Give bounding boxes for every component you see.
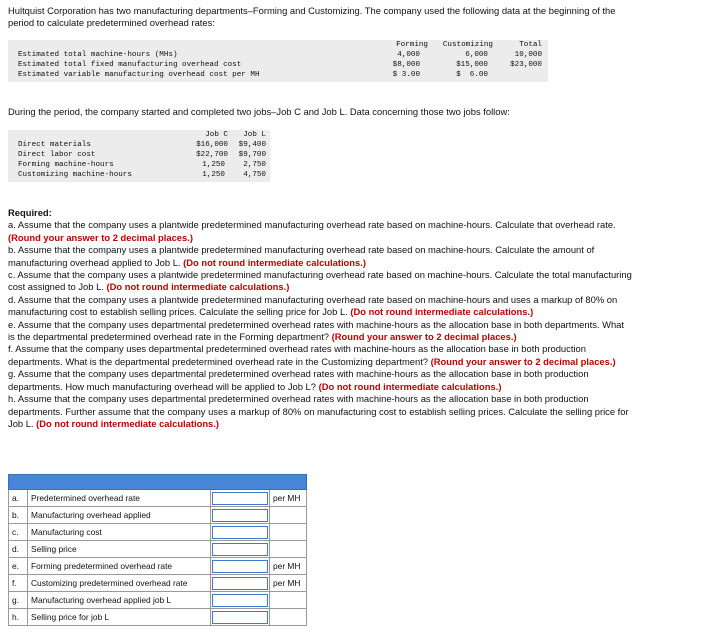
row-label: Customizing predetermined overhead rate: [28, 575, 211, 592]
item-text: h. Assume that the company uses departmental predetermined overhead rates with machine-hours as the allocation base in both production departments. Further assume that the company uses a markup of 80% on manufacturing cost to establish selling prices. Calculate the selling price for Job L.: [8, 393, 629, 429]
cell-value: $ 6.00: [456, 71, 488, 79]
cell-value: 4,750: [243, 171, 266, 179]
required-item-f: [8, 343, 633, 368]
row-letter: a.: [9, 490, 28, 507]
row-label: Selling price for job L: [28, 609, 211, 626]
answer-row-h: [9, 609, 307, 626]
row-unit: per MH: [270, 575, 307, 592]
required-item-c: [8, 269, 633, 294]
item-text: b. Assume that the company uses a plantwide predetermined manufacturing overhead rate based on machine-hours. Calculate the amount of manufacturing overhead applied to Job L.: [8, 244, 595, 268]
item-text: f. Assume that the company uses departmental predetermined overhead rates with machine-hours as the allocation base in both production departments. What is the departmental predetermined overhead rate in the Customizing department?: [8, 343, 586, 367]
row-unit: per MH: [270, 558, 307, 575]
row-label: Manufacturing overhead applied: [28, 507, 211, 524]
answer-table-header: [9, 475, 307, 490]
row-label: Estimated variable manufacturing overhead cost per MH: [18, 71, 260, 79]
cell-value: 6,000: [465, 51, 488, 59]
answer-input-a[interactable]: [212, 492, 268, 505]
answer-row-e: [9, 558, 307, 575]
cell-value: 1,250: [202, 161, 225, 169]
cell-value: $16,000: [196, 141, 228, 149]
item-note: (Do not round intermediate calculations.): [106, 281, 290, 293]
answer-row-a: [9, 490, 307, 507]
row-unit: [270, 524, 307, 541]
cell-value: 1,250: [202, 171, 225, 179]
required-item-a: [8, 219, 633, 244]
row-label: Selling price: [28, 541, 211, 558]
cell-value: $15,000: [456, 61, 488, 69]
answer-input-b[interactable]: [212, 509, 268, 522]
row-label: Direct materials: [18, 141, 91, 149]
answer-input-c[interactable]: [212, 526, 268, 539]
item-note: (Do not round intermediate calculations.): [36, 417, 219, 429]
answer-input-f[interactable]: [212, 577, 268, 590]
answer-row-b: [9, 507, 307, 524]
item-note: (Do not round intermediate calculations.): [318, 380, 502, 392]
row-label: Forming machine-hours: [18, 161, 114, 169]
item-text: c. Assume that the company uses a plantwide predetermined manufacturing overhead rate based on machine-hours. Calculate the total manufacturing cost assigned to Job L.: [8, 269, 632, 293]
answer-input-h[interactable]: [212, 611, 268, 624]
item-note: (Round your answer to 2 decimal places.): [430, 355, 616, 367]
row-label: Direct labor cost: [18, 151, 96, 159]
item-note: (Do not round intermediate calculations.): [183, 256, 366, 268]
overhead-data-table: [8, 40, 548, 82]
item-text: g. Assume that the company uses departmental predetermined overhead rates with machine-hours as the allocation base in both production departments. How much manufacturing overhead will be applied to Job L?: [8, 368, 589, 392]
required-item-d: [8, 294, 633, 319]
required-title: Required:: [8, 207, 52, 218]
cell-value: $9,400: [238, 141, 266, 149]
cell-value: $23,000: [510, 61, 542, 69]
required-section: [8, 207, 633, 430]
answer-row-d: [9, 541, 307, 558]
row-unit: [270, 541, 307, 558]
col-header-job-l: Job L: [243, 131, 266, 139]
answer-row-c: [9, 524, 307, 541]
answer-input-d[interactable]: [212, 543, 268, 556]
row-unit: [270, 507, 307, 524]
item-text: a. Assume that the company uses a plantwide predetermined manufacturing overhead rate based on machine-hours. Calculate that overhead rate.: [8, 219, 616, 231]
item-note: (Round your answer to 2 decimal places.): [331, 331, 517, 343]
col-header-total: Total: [519, 41, 542, 49]
required-item-h: [8, 393, 633, 430]
answer-input-e[interactable]: [212, 560, 268, 573]
cell-value: $8,000: [392, 61, 420, 69]
row-letter: d.: [9, 541, 28, 558]
required-item-g: [8, 368, 633, 393]
row-unit: [270, 592, 307, 609]
row-label: Predetermined overhead rate: [28, 490, 211, 507]
answer-table: [8, 474, 307, 626]
row-label: Estimated total fixed manufacturing overhead cost: [18, 61, 242, 69]
cell-value: 4,000: [397, 51, 420, 59]
col-header-forming: Forming: [396, 41, 428, 49]
answer-input-g[interactable]: [212, 594, 268, 607]
row-letter: h.: [9, 609, 28, 626]
cell-value: $22,700: [196, 151, 228, 159]
col-header-job-c: Job C: [205, 131, 228, 139]
item-text: e. Assume that the company uses departmental predetermined overhead rates with machine-hours as the allocation base in both departments. What is the departmental predetermined overhead rate in the Forming department?: [8, 318, 624, 343]
row-unit: [270, 609, 307, 626]
row-letter: b.: [9, 507, 28, 524]
row-label: Estimated total machine-hours (MHs): [18, 51, 178, 59]
period-text: During the period, the company started and completed two jobs–Job C and Job L. Data concerning those two jobs follow:: [8, 106, 510, 117]
item-text: d. Assume that the company uses a plantwide predetermined manufacturing overhead rate based on machine-hours and uses a markup of 80% on manufacturing cost to establish selling prices. Calculate the selling price for Job L.: [8, 293, 618, 318]
row-unit: per MH: [270, 490, 307, 507]
row-label: Manufacturing cost: [28, 524, 211, 541]
item-note: (Round your answer to 2 decimal places.): [8, 231, 193, 243]
row-letter: c.: [9, 524, 28, 541]
row-label: Forming predetermined overhead rate: [28, 558, 211, 575]
cell-value: $ 3.00: [392, 71, 420, 79]
row-letter: e.: [9, 558, 28, 575]
required-item-e: [8, 319, 633, 344]
item-note: (Do not round intermediate calculations.): [350, 306, 534, 318]
cell-value: 10,000: [514, 51, 542, 59]
answer-row-f: [9, 575, 307, 592]
answer-row-g: [9, 592, 307, 609]
row-label: Manufacturing overhead applied job L: [28, 592, 211, 609]
row-letter: g.: [9, 592, 28, 609]
row-label: Customizing machine-hours: [18, 171, 132, 179]
row-letter: f.: [9, 575, 28, 592]
cell-value: 2,750: [243, 161, 266, 169]
intro-text: Hultquist Corporation has two manufacturing departments–Forming and Customizing. The company used the following data at the beginning of the period to calculate predetermined overhead rates:: [8, 5, 616, 29]
required-item-b: [8, 244, 633, 269]
col-header-customizing: Customizing: [442, 41, 493, 49]
cell-value: $9,700: [238, 151, 266, 159]
jobs-data-table: [8, 130, 270, 182]
